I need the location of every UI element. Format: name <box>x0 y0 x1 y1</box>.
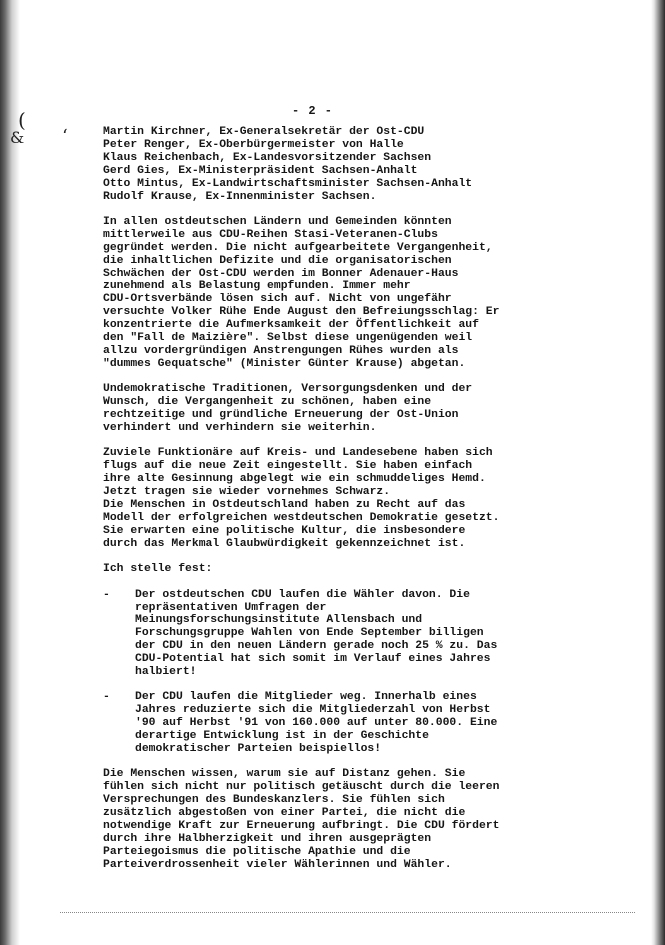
text-line: durch das Merkmal Glaubwürdigkeit gekennzeichnet ist. <box>103 537 466 550</box>
text-line: Forschungsgruppe Wahlen von Ende September billigen <box>135 627 484 640</box>
intro-statement <box>103 563 533 576</box>
text-line: Versprechungen des Bundeskanzlers. Sie fühlen sich <box>103 794 445 807</box>
bullet-dash: - <box>103 691 110 704</box>
text-line: Meinungsforschungsinstitute Allensbach und <box>135 614 423 627</box>
text-line: Wunsch, die Vergangenheit zu schönen, haben eine <box>103 396 432 409</box>
text-line: allzu vordergründigen Anstrengungen Rühes wurden als <box>103 345 459 357</box>
text-line: Parteiegoismus die politische Apathie und die <box>103 845 411 858</box>
text-line: gegründet werden. Die nicht aufgearbeitete Vergangenheit, <box>103 241 493 254</box>
scan-noise-bottom <box>60 912 635 916</box>
paragraph-traditions <box>103 383 533 435</box>
text-line: Modell der erfolgreichen westdeutschen Demokratie gesetzt. <box>103 511 500 524</box>
text-line: ihre alte Gesinnung abgelegt wie ein schmuddeliges Hemd. <box>103 473 486 486</box>
stray-mark: ‘ <box>62 126 68 147</box>
text-line: konzentrierte die Aufmerksamkeit der Öffentlichkeit auf <box>103 319 479 332</box>
text-line: die inhaltlichen Defizite und die organisatorischen <box>103 254 452 267</box>
text-line: den "Fall de Maizière". Selbst diese ungenügenden weil <box>103 332 473 345</box>
names-list-item: Peter Renger, Ex-Oberbürgermeister von Halle <box>103 138 404 151</box>
bullet-dash: - <box>103 588 110 601</box>
bullet-members <box>103 691 533 756</box>
text-line: mittlerweile aus CDU-Reihen Stasi-Veteranen-Clubs <box>103 228 438 241</box>
names-list-item: Otto Mintus, Ex-Landwirtschaftsminister Sachsen-Anhalt <box>103 177 473 190</box>
names-list-item: Martin Kirchner, Ex-Generalsekretär der Ost-CDU <box>103 126 425 138</box>
text-line: Ich stelle fest: <box>103 563 213 576</box>
paragraph-functionaries <box>103 447 533 550</box>
text-line: Parteiverdrossenheit vieler Wählerinnen und Wähler. <box>103 858 452 871</box>
text-line: verhindert und verhindern sie weiterhin. <box>103 422 377 435</box>
text-line: Die Menschen in Ostdeutschland haben zu Recht auf das <box>103 499 466 512</box>
text-line: CDU-Ortsverbände lösen sich auf. Nicht von ungefähr <box>103 293 452 306</box>
paragraph-distance <box>103 768 533 871</box>
document-body <box>103 126 533 884</box>
text-line: Zuviele Funktionäre auf Kreis- und Landesebene haben sich <box>103 447 493 460</box>
names-list <box>103 126 533 203</box>
names-list-item: Gerd Gies, Ex-Ministerpräsident Sachsen-Anhalt <box>103 164 418 177</box>
text-line: Undemokratische Traditionen, Versorgungsdenken und der <box>103 383 473 396</box>
text-line: demokratischer Parteien beispiellos! <box>135 743 382 756</box>
text-line: "dummes Gequatsche" (Minister Günter Krause) abgetan. <box>103 357 466 370</box>
paragraph-stasi-clubs <box>103 216 533 371</box>
bullet-voters <box>103 589 533 679</box>
stray-mark: ( <box>18 108 26 132</box>
text-line: Schwächen der Ost-CDU werden im Bonner Adenauer-Haus <box>103 267 459 280</box>
text-line: Der ostdeutschen CDU laufen die Wähler davon. Die <box>135 588 470 601</box>
text-line: halbiert! <box>135 666 197 679</box>
text-line: flugs auf die neue Zeit eingestellt. Sie haben einfach <box>103 460 473 473</box>
text-line: rechtzeitige und gründliche Erneuerung der Ost-Union <box>103 409 459 422</box>
text-line: notwendige Kraft zur Erneuerung aufbringt. Die CDU fördert <box>103 820 500 833</box>
text-line: Jetzt tragen sie wieder vornehmes Schwarz. <box>103 486 391 499</box>
text-line: zusätzlich abgestoßen von einer Partei, die nicht die <box>103 807 466 820</box>
text-line: derartige Entwicklung ist in der Geschichte <box>135 730 429 743</box>
text-line: Der CDU laufen die Mitglieder weg. Innerhalb eines <box>135 691 477 704</box>
stray-mark: & <box>10 128 25 147</box>
names-list-item: Klaus Reichenbach, Ex-Landesvorsitzender Sachsen <box>103 151 432 164</box>
text-line: durch ihre Halbherzigkeit und ihren ausgeprägten <box>103 833 432 845</box>
text-line: Jahres reduzierte sich die Mitgliederzahl von Herbst <box>135 704 491 717</box>
text-line: In allen ostdeutschen Ländern und Gemeinden könnten <box>103 215 452 228</box>
text-line: fühlen sich nicht nur politisch getäuscht durch die leeren <box>103 781 500 794</box>
text-line: versuchte Volker Rühe Ende August den Befreiungsschlag: Er <box>103 306 500 319</box>
names-list-item: Rudolf Krause, Ex-Innenminister Sachsen. <box>103 190 377 203</box>
text-line: '90 auf Herbst '91 von 160.000 auf unter 80.000. Eine <box>135 717 498 730</box>
page-number: - 2 - <box>292 104 334 118</box>
text-line: CDU-Potential hat sich somit im Verlauf eines Jahres <box>135 653 491 666</box>
text-line: zunehmend als Belastung empfunden. Immer mehr <box>103 280 411 293</box>
text-line: Sie erwarten eine politische Kultur, die insbesondere <box>103 524 466 537</box>
text-line: Die Menschen wissen, warum sie auf Distanz gehen. Sie <box>103 768 466 781</box>
text-line: repräsentativen Umfragen der <box>135 601 327 614</box>
scan-shadow-right <box>651 0 665 945</box>
text-line: der CDU in den neuen Ländern gerade noch 25 % zu. Das <box>135 640 498 653</box>
